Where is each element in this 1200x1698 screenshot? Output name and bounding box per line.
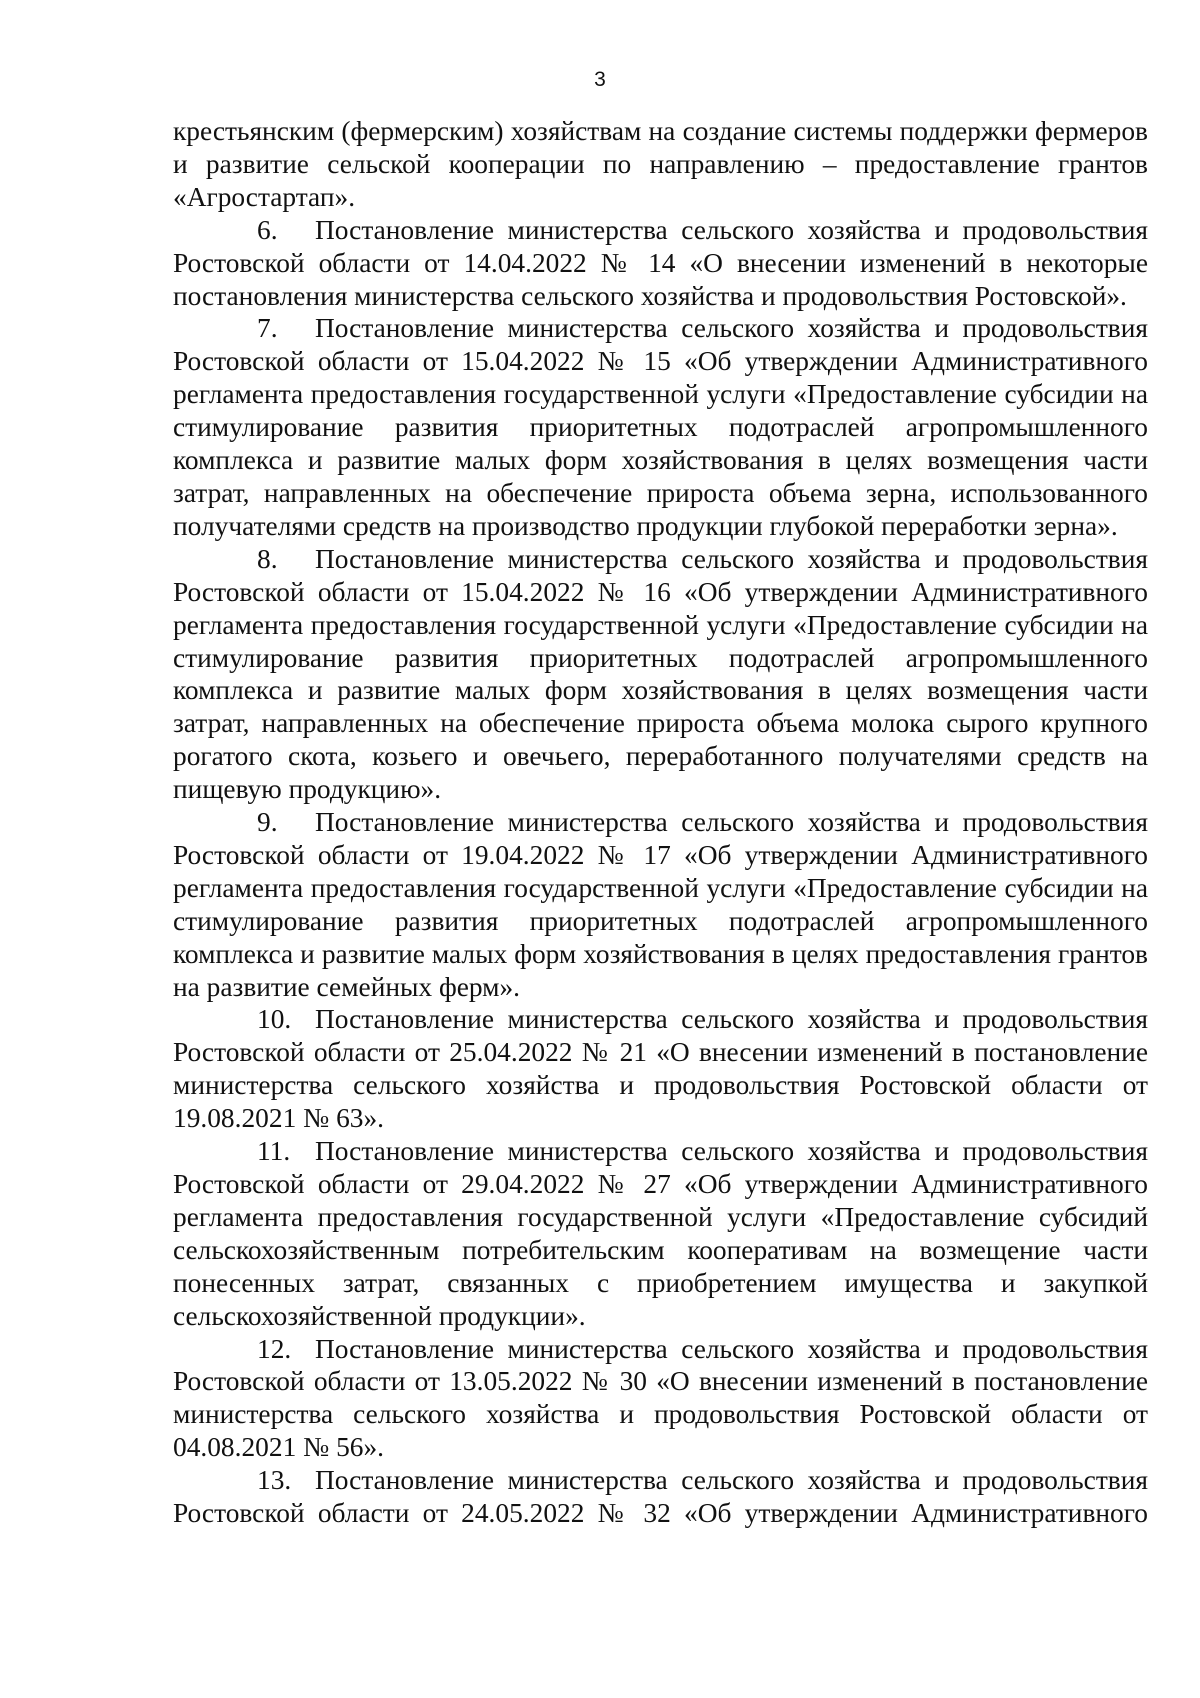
list-item-12 [173,1333,1148,1465]
item-number: 12. [257,1333,292,1364]
item-text: Постановление министерства сельского хозяйства и продовольствия Ростовской области от 15.04.2022 № 16 «Об утверждении Административного регламента предоставления государственной услуги «Предоставление субсидии на стимулирование развития приоритетных подотраслей агропромышленного комплекса и развитие малых форм хозяйствования в целях возмещения части затрат, направленных на обеспечение прироста объема молока сырого крупного рогатого скота, козьего и овечьего, переработанного получателями средств на пищевую продукцию». [173,543,1148,805]
item-number: 11. [257,1136,291,1167]
list-item-7 [173,312,1148,542]
item-text: Постановление министерства сельского хозяйства и продовольствия Ростовской области от 14.04.2022 № 14 «О внесении изменений в некоторые постановления министерства сельского хозяйства и продовольствия Ростовской». [173,214,1148,311]
list-item-13 [173,1464,1148,1530]
list-item-9 [173,806,1148,1003]
item-number: 6. [257,214,278,245]
page-number: 3 [594,68,606,91]
continuation-paragraph: крестьянским (фермерским) хозяйствам на создание системы поддержки фермеров и развитие сельской кооперации по направлению – предоставление грантов «Агростартап». [173,116,1148,212]
list-item-11 [173,1135,1148,1332]
item-text: Постановление министерства сельского хозяйства и продовольствия Ростовской области от 25.04.2022 № 21 «О внесении изменений в постановление министерства сельского хозяйства и продовольствия Ростовской области от 19.08.2021 № 63». [173,1004,1148,1134]
item-text: Постановление министерства сельского хозяйства и продовольствия Ростовской области от 13.05.2022 № 30 «О внесении изменений в постановление министерства сельского хозяйства и продовольствия Ростовской области от 04.08.2021 № 56». [173,1333,1148,1463]
document-body [173,115,1148,1530]
list-item-10 [173,1003,1148,1135]
item-number: 9. [257,807,278,838]
item-number: 7. [257,313,278,344]
item-number: 10. [257,1004,292,1035]
item-number: 8. [257,543,278,574]
list-item-8 [173,543,1148,806]
list-item-6 [173,214,1148,313]
item-text: Постановление министерства сельского хозяйства и продовольствия Ростовской области от 19.04.2022 № 17 «Об утверждении Административного регламента предоставления государственной услуги «Предоставление субсидии на стимулирование развития приоритетных подотраслей агропромышленного комплекса и развитие малых форм хозяйствования в целях предоставления грантов на развитие семейных ферм». [173,807,1148,1002]
item-text: Постановление министерства сельского хозяйства и продовольствия Ростовской области от 29.04.2022 № 27 «Об утверждении Административного регламента предоставления государственной услуги «Предоставление субсидий сельскохозяйственным потребительским кооперативам на возмещение части понесенных затрат, связанных с приобретением имущества и закупкой сельскохозяйственной продукции». [173,1136,1148,1331]
item-number: 13. [257,1465,292,1496]
item-text: Постановление министерства сельского хозяйства и продовольствия Ростовской области от 15.04.2022 № 15 «Об утверждении Административного регламента предоставления государственной услуги «Предоставление субсидии на стимулирование развития приоритетных подотраслей агропромышленного комплекса и развитие малых форм хозяйствования в целях возмещения части затрат, направленных на обеспечение прироста объема зерна, использованного получателями средств на производство продукции глубокой переработки зерна». [173,313,1148,541]
item-text: Постановление министерства сельского хозяйства и продовольствия Ростовской области от 24.05.2022 № 32 «Об утверждении Административного [173,1465,1148,1529]
